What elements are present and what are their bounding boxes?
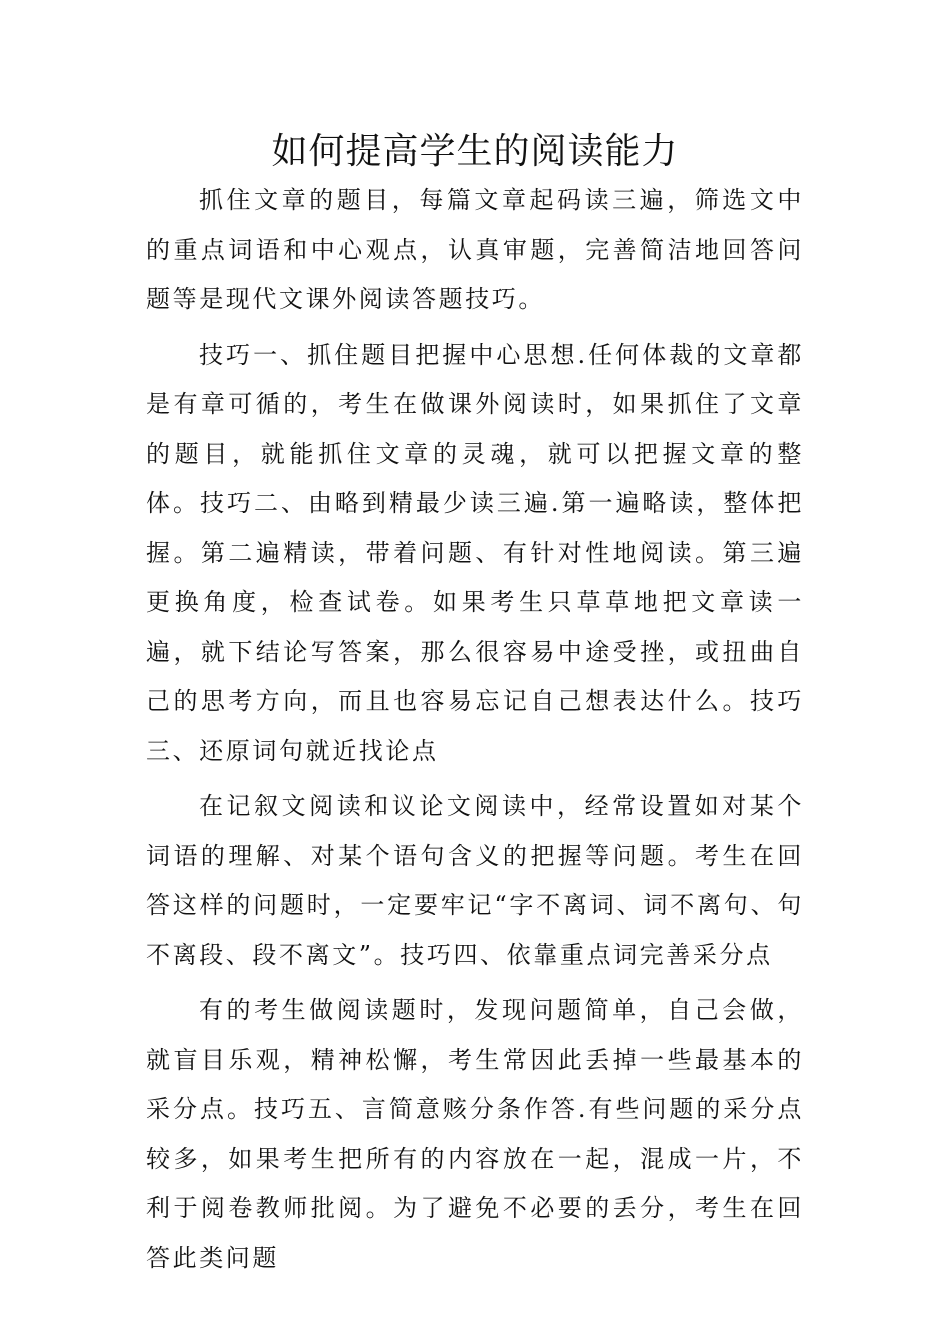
paragraph-intro: 抓住文章的题目，每篇文章起码读三遍，筛选文中的重点词语和中心观点，认真审题，完善简洁地回答问题等是现代文课外阅读答题技巧。 <box>146 186 804 313</box>
document-title: 如何提高学生的阅读能力 <box>271 131 679 172</box>
paragraph-tip-4-5: 有的考生做阅读题时，发现问题简单，自己会做，就盲目乐观，精神松懈，考生常因此丢掉一些最基本的采分点。技巧五、言简意赅分条作答.有些问题的采分点较多，如果考生把所有的内容放在一起，混成一片，不利于阅卷教师批阅。为了避免不必要的丢分，考生在回答此类问题 <box>146 996 804 1272</box>
paragraph-tips-1-3: 技巧一、抓住题目把握中心思想.任何体裁的文章都是有章可循的，考生在做课外阅读时，如果抓住了文章的题目，就能抓住文章的灵魂，就可以把握文章的整体。技巧二、由略到精最少读三遍.第一遍略读，整体把握。第二遍精读，带着问题、有针对性地阅读。第三遍更换角度，检查试卷。如果考生只草草地把文章读一遍，就下结论写答案，那么很容易中途受挫，或扭曲自己的思考方向，而且也容易忘记自己想表达什么。技巧三、还原词句就近找论点 <box>146 340 804 765</box>
paragraph-tip-3-detail: 在记叙文阅读和议论文阅读中，经常设置如对某个词语的理解、对某个语句含义的把握等问题。考生在回答这样的问题时，一定要牢记“字不离词、词不离句、句不离段、段不离文”。技巧四、依靠重点词完善采分点 <box>146 792 804 969</box>
document-body <box>146 176 804 1289</box>
